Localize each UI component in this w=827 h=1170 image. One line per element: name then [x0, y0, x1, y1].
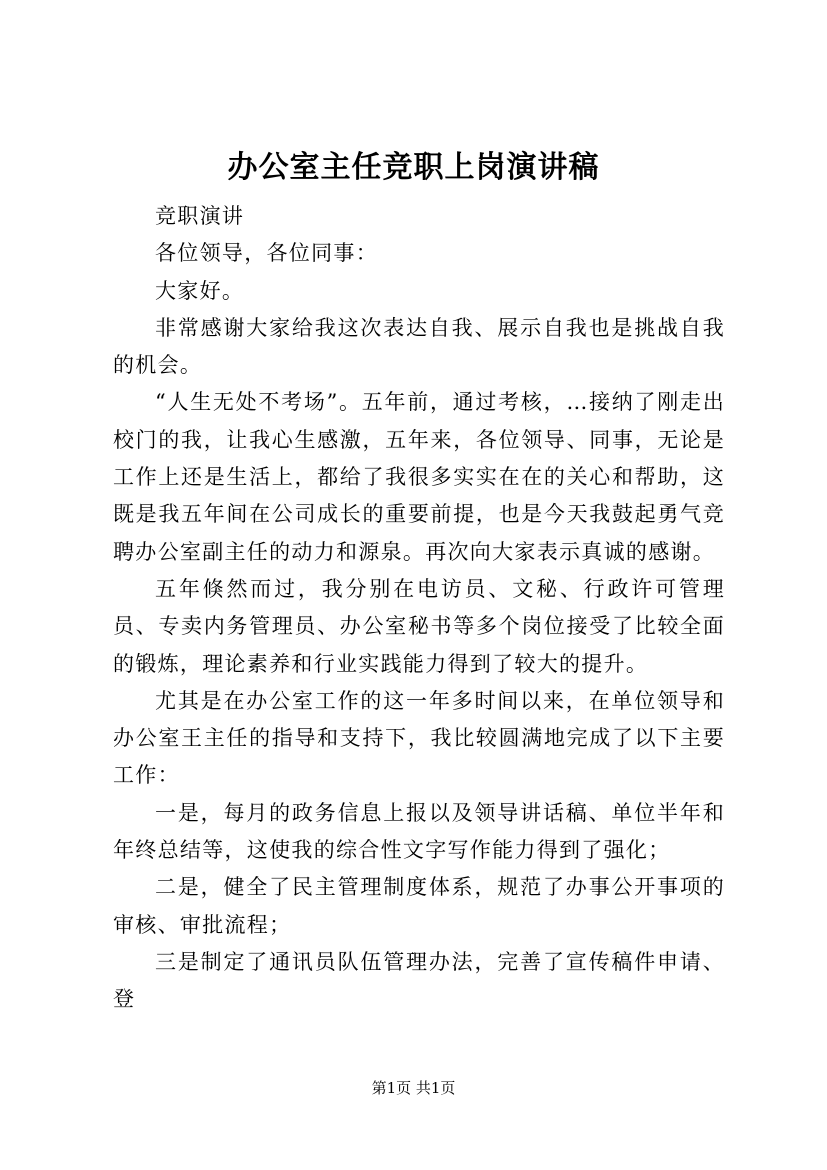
page-footer: 第1页 共1页 [371, 1079, 456, 1097]
paragraph: 五年倏然而过，我分别在电访员、文秘、行政许可管理员、专卖内务管理员、办公室秘书等多个岗位接受了比较全面的锻炼，理论素养和行业实践能力得到了较大的提升。 [113, 576, 725, 676]
paragraph: 一是，每月的政务信息上报以及领导讲话稿、单位半年和年终总结等，这使我的综合性文字写作能力得到了强化； [113, 800, 725, 863]
paragraph: 尤其是在办公室工作的这一年多时间以来，在单位领导和办公室王主任的指导和支持下，我比较圆满地完成了以下主要工作： [113, 688, 725, 788]
paragraph: 非常感谢大家给我这次表达自我、展示自我也是挑战自我的机会。 [113, 315, 725, 378]
paragraph: 竞职演讲 [155, 204, 245, 228]
document-body [113, 198, 725, 1019]
paragraph: “人生无处不考场”。五年前，通过考核，…接纳了刚走出校门的我，让我心生感激，五年来，各位领导、同事，无论是工作上还是生活上，都给了我很多实实在在的关心和帮助，这既是我五年间在公司成长的重要前提，也是今天我鼓起勇气竞聘办公室副主任的动力和源泉。再次向大家表示真诚的感谢。 [113, 390, 725, 564]
paragraph: 大家好。 [155, 278, 245, 303]
document-title: 办公室主任竞职上岗演讲稿 [227, 150, 600, 185]
paragraph: 各位领导，各位同事： [155, 241, 378, 266]
paragraph: 三是制定了通讯员队伍管理办法，完善了宣传稿件申请、登 [113, 949, 725, 1012]
paragraph: 二是，健全了民主管理制度体系，规范了办事公开事项的审核、审批流程； [113, 875, 725, 937]
